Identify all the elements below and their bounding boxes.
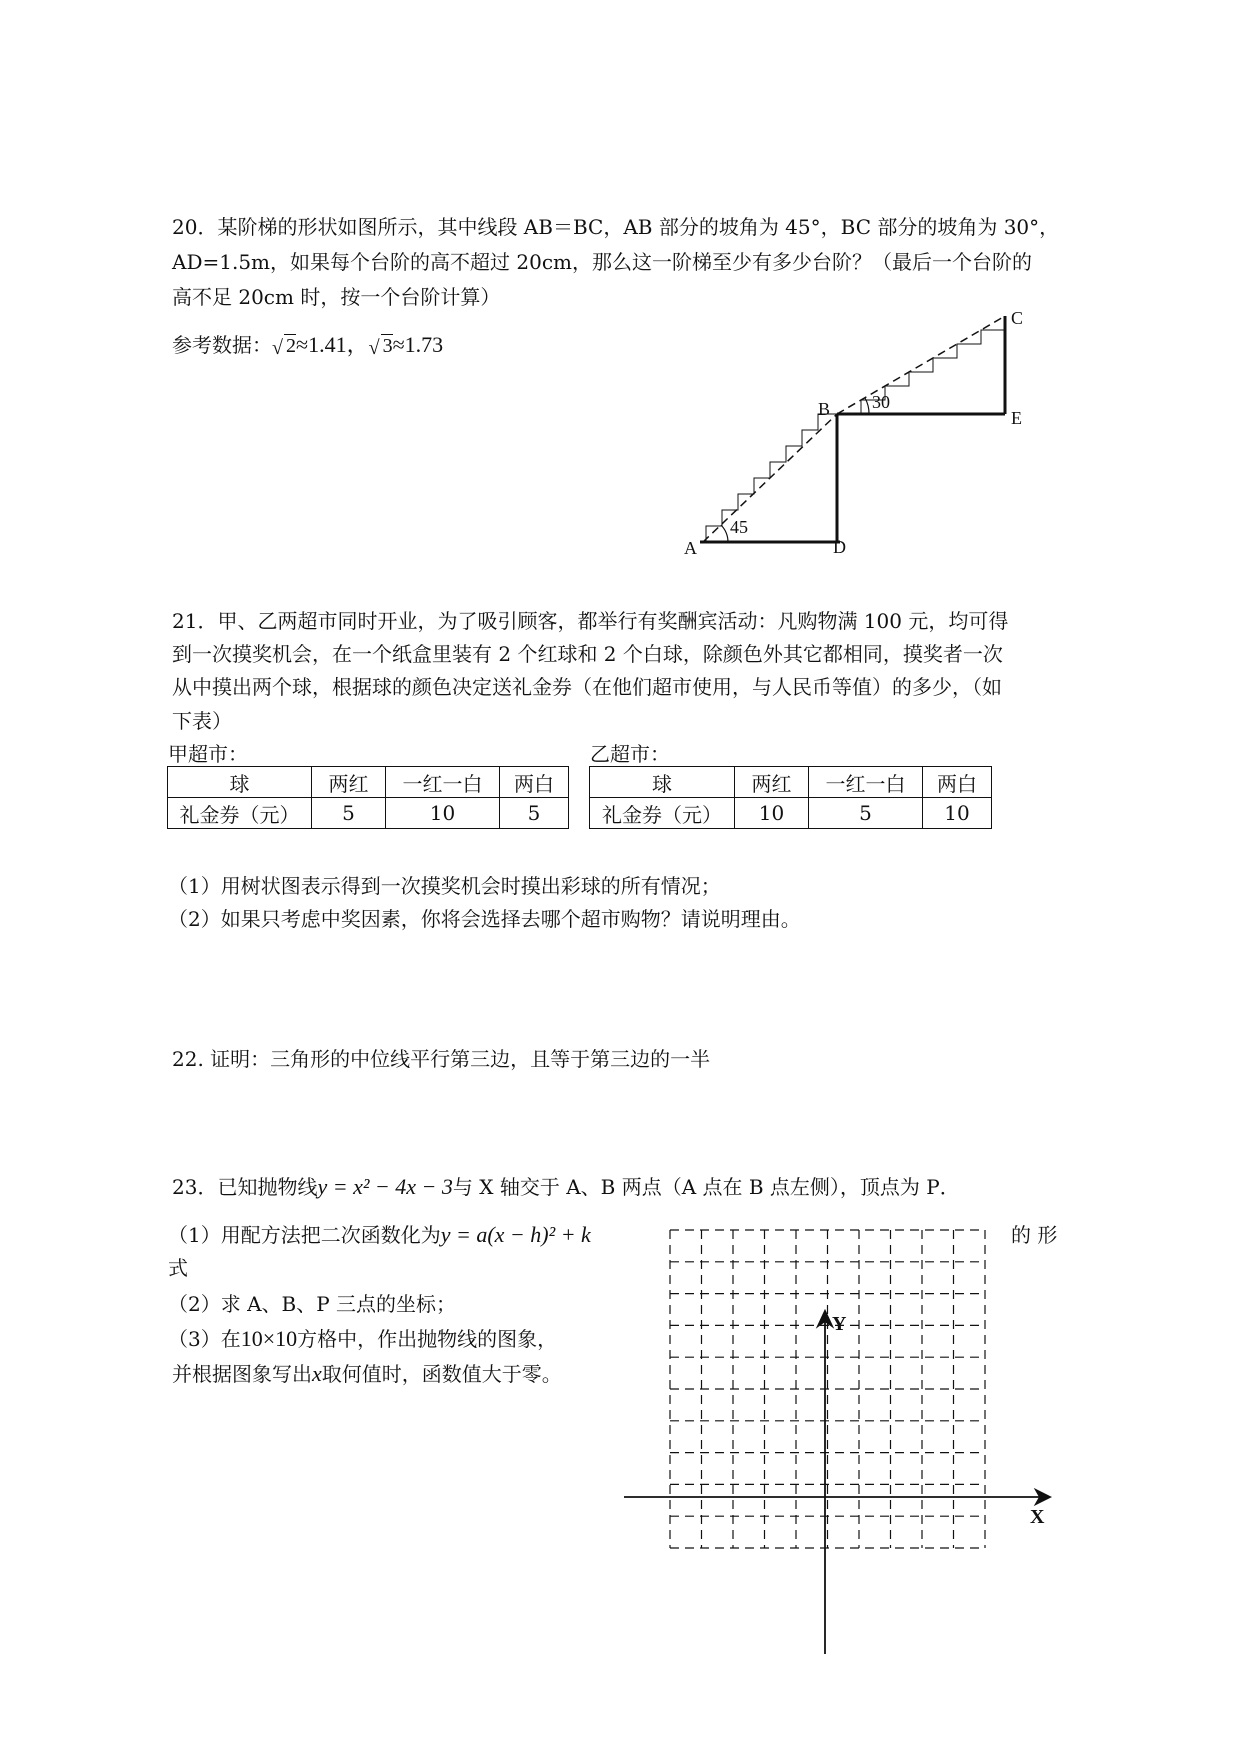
- table-cell: 一红一白: [809, 767, 923, 798]
- table-b-caption: 乙超市：: [590, 742, 670, 766]
- q23-sub-1-suffix: 的 形: [1011, 1223, 1058, 1247]
- table-row: [168, 767, 569, 798]
- table-cell: 两红: [735, 767, 809, 798]
- q21-line-1: 21．甲、乙两超市同时开业，为了吸引顾客，都举行有奖酬宾活动：凡购物满 100 元，均可得: [172, 609, 1009, 633]
- reference-label: 参考数据：: [172, 333, 272, 357]
- sqrt-two-value: ≈1.41，: [296, 332, 369, 357]
- table-row: [590, 767, 992, 798]
- point-c-label: C: [1011, 308, 1024, 328]
- table-cell: 10: [735, 798, 809, 829]
- y-axis-arrow: [818, 1311, 832, 1326]
- sqrt-three-value: ≈1.73: [392, 332, 444, 357]
- q23-sub-3a-prefix: （3）在: [168, 1327, 241, 1351]
- sqrt-three: √ 3: [368, 335, 393, 359]
- q20-line-1: 20．某阶梯的形状如图所示，其中线段 AB＝BC，AB 部分的坡角为 45°，BC 部分的坡角为 30°，: [172, 215, 1060, 239]
- angle-arc-45: [721, 525, 728, 542]
- table-cell: 10: [386, 798, 500, 829]
- table-cell: 5: [500, 798, 569, 829]
- angle-30-label: 30: [872, 392, 890, 412]
- x-axis-label: X: [1030, 1506, 1045, 1528]
- q21-line-2: 到一次摸奖机会，在一个纸盒里装有 2 个红球和 2 个白球，除颜色外其它都相同，摸奖者一次: [172, 642, 1003, 666]
- q21-sub-1: （1）用树状图表示得到一次摸奖机会时摸出彩球的所有情况；: [168, 874, 721, 898]
- lower-steps: [706, 414, 837, 542]
- table-cell: 5: [809, 798, 923, 829]
- table-cell: 礼金券（元）: [590, 798, 735, 829]
- table-cell: 两红: [312, 767, 386, 798]
- segment-ab: [703, 414, 837, 542]
- q21-line-4: 下表）: [172, 709, 232, 733]
- point-b-label: B: [818, 399, 831, 419]
- q23-sub-1-cont: 式: [168, 1256, 188, 1280]
- table-a: [167, 766, 569, 829]
- table-cell: 两白: [923, 767, 992, 798]
- point-a-label: A: [684, 538, 697, 558]
- q23-intro-suffix: 与 X 轴交于 A、B 两点（A 点在 B 点左侧），顶点为 P．: [452, 1175, 960, 1199]
- q23-sub-2: （2）求 A、B、P 三点的坐标；: [168, 1292, 457, 1316]
- segment-bc: [837, 316, 1005, 414]
- q23-formula: y = x² − 4x − 3: [317, 1174, 453, 1199]
- point-e-label: E: [1011, 408, 1022, 428]
- point-d-label: D: [833, 537, 846, 557]
- q23-grid-size: 10×10: [240, 1326, 298, 1351]
- x-axis-arrow: [1036, 1490, 1050, 1504]
- q23-sub-3b-prefix: 并根据图象写出: [172, 1362, 312, 1386]
- table-a-caption: 甲超市：: [168, 742, 248, 766]
- table-b: [589, 766, 992, 829]
- upper-steps: [861, 316, 1005, 414]
- q23-sub-3a-suffix: 方格中，作出抛物线的图象，: [297, 1327, 558, 1351]
- q23-sub-3a: [168, 1327, 557, 1351]
- y-axis-label: Y: [832, 1313, 847, 1335]
- table-cell: 球: [590, 767, 735, 798]
- q23-variable-x: x: [312, 1361, 322, 1386]
- q22-text: 22. 证明：三角形的中位线平行第三边，且等于第三边的一半: [172, 1047, 711, 1071]
- q23-sub-3b-suffix: 取何值时，函数值大于零。: [321, 1362, 562, 1386]
- grid-lines: [670, 1230, 985, 1548]
- table-cell: 礼金券（元）: [168, 798, 312, 829]
- angle-45-label: 45: [730, 517, 748, 537]
- q23-sub-1: [168, 1223, 591, 1247]
- q20-line-2: AD=1.5m，如果每个台阶的高不超过 20cm，那么这一阶梯至少有多少台阶？（最后一个台阶的: [172, 250, 1032, 274]
- q20-reference-data: [172, 333, 443, 358]
- q23-sub-3b: [172, 1362, 562, 1386]
- q21-sub-2: （2）如果只考虑中奖因素，你将会选择去哪个超市购物？请说明理由。: [168, 907, 801, 931]
- table-cell: 一红一白: [386, 767, 500, 798]
- table-cell: 10: [923, 798, 992, 829]
- q23-sub-1-prefix: （1）用配方法把二次函数化为: [168, 1223, 441, 1247]
- angle-arc-30: [865, 398, 869, 414]
- table-row: [168, 798, 569, 829]
- q23-vertex-form: y = a(x − h)² + k: [440, 1222, 591, 1247]
- q23-intro-prefix: 23．已知抛物线: [172, 1175, 318, 1199]
- sqrt-two: √ 2: [272, 335, 296, 359]
- table-cell: 5: [312, 798, 386, 829]
- table-row: [590, 798, 992, 829]
- q23-intro: [172, 1175, 960, 1199]
- q21-line-3: 从中摸出两个球，根据球的颜色决定送礼金券（在他们超市使用，与人民币等值）的多少，（如: [172, 675, 1002, 699]
- q20-line-3: 高不足 20cm 时，按一个台阶计算）: [172, 285, 501, 309]
- table-cell: 球: [168, 767, 312, 798]
- table-cell: 两白: [500, 767, 569, 798]
